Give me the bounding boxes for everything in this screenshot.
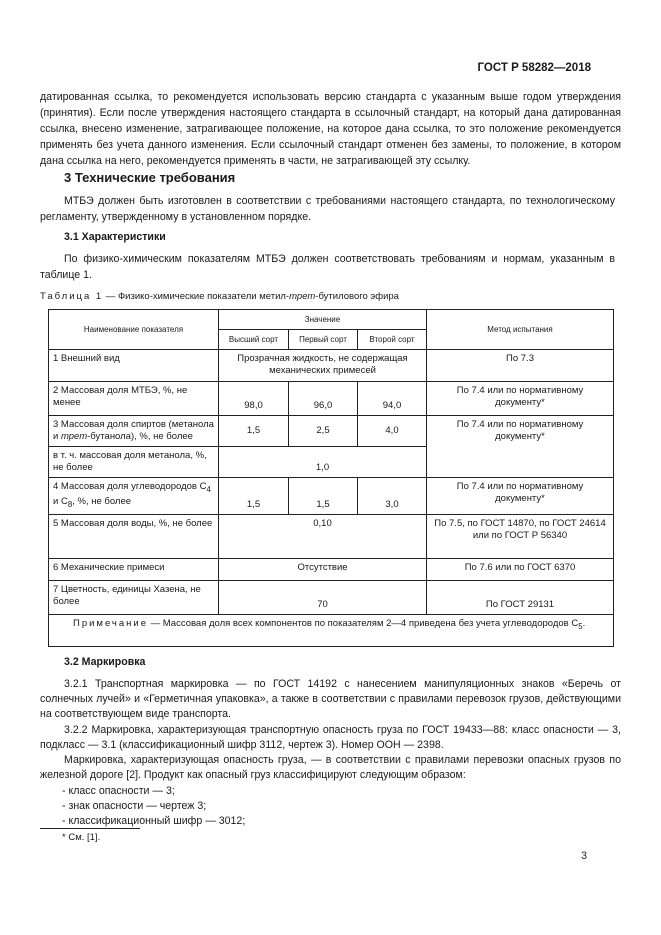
row-4-value-3: 3,0 — [358, 478, 427, 515]
row-7-value: 70 — [219, 580, 427, 614]
row-4-sub-2: 8 — [67, 499, 73, 509]
table-caption-italic: трет — [289, 291, 316, 302]
table-note-end: . — [582, 617, 586, 629]
table-caption-post: -бутилового эфира — [315, 291, 399, 302]
section-3-1-text: По физико-химическим показателям МТБЭ должен соответствовать требованиям и нормам, указанным в таблице 1. — [40, 253, 615, 281]
row-2-value-1: 98,0 — [219, 382, 289, 416]
row-4-name — [49, 478, 219, 515]
row-5-name: 5 Массовая доля воды, %, не более — [49, 514, 219, 558]
row-3-method: По 7.4 или по нормативному документу* — [427, 416, 614, 478]
table-note — [49, 614, 614, 646]
header-grade-2: Первый сорт — [289, 330, 358, 350]
row-2-value-3: 94,0 — [358, 382, 427, 416]
row-2-method: По 7.4 или по нормативному документу* — [427, 382, 614, 416]
header-grade-3: Второй сорт — [358, 330, 427, 350]
marking-hazard-text: Маркировка, характеризующая опасность груза, — в соответствии с правилами перевозки опасных грузов по железной дороге [2]. Продукт как опасный груз классифицируют следующим образом: — [40, 754, 621, 781]
row-2-name: 2 Массовая доля МТБЭ, %, не менее — [49, 382, 219, 416]
table-caption-pre: — Физико-химические показатели метил- — [103, 291, 290, 302]
footnote: * См. [1]. — [62, 832, 101, 843]
row-3-name-post: -бутанола), %, не более — [87, 431, 193, 442]
document-code: ГОСТ Р 58282—2018 — [477, 62, 591, 74]
header-method: Метод испытания — [427, 310, 614, 350]
row-3-value-3: 4,0 — [358, 416, 427, 447]
intro-paragraph: датированная ссылка, то рекомендуется использовать версию стандарта с указанным выше годом утверждения (принятия). Если после утверждения настоящего стандарта в ссылочный стандарт, на который дана датированная ссылка, внесено изменение, затрагивающее положение, на которое дана ссылка, то это положение рекомендуется применять без учета данного изменения. Если ссылочный стандарт отменен без замены, то положение, в котором дана ссылка на него, рекомендуется применять в части, не затрагивающей эту ссылку. — [40, 91, 621, 167]
row-3-name-pre: 3 Массовая доля спиртов (метанола и — [53, 419, 214, 442]
table-row — [49, 478, 614, 515]
table-row — [49, 514, 614, 558]
table-note-row — [49, 614, 614, 646]
header-value: Значение — [219, 310, 427, 330]
row-5-value: 0,10 — [219, 514, 427, 558]
section-3-2-2-text: 3.2.2 Маркировка, характеризующая транспортную опасность груза по ГОСТ 19433—88: класс опасности — 3, подкласс — 3.1 (классификационный шифр 3112, чертеж 3). Номер ООН — 2398. — [40, 724, 621, 751]
row-1-value: Прозрачная жидкость, не содержащая механических примесей — [219, 350, 427, 382]
table-note-text: — Массовая доля всех компонентов по показателям 2—4 приведена без учета углеводородов C — [148, 617, 579, 629]
table-row — [49, 416, 614, 447]
row-4-sub-1: 4 — [206, 484, 211, 494]
list-item: - класс опасности — 3; — [62, 785, 175, 797]
page-number: 3 — [581, 850, 587, 862]
header-name: Наименование показателя — [49, 310, 219, 350]
section-3-1-title: 3.1 Характеристики — [64, 231, 166, 243]
row-7-name: 7 Цветность, единицы Хазена, не более — [49, 580, 219, 614]
table-note-sub: 5 — [578, 621, 583, 631]
row-1-name: 1 Внешний вид — [49, 350, 219, 382]
row-7-method: По ГОСТ 29131 — [427, 580, 614, 614]
properties-table — [48, 309, 614, 647]
row-6-value: Отсутствие — [219, 558, 427, 580]
row-3-name-italic: трет — [60, 431, 88, 442]
table-row — [49, 350, 614, 382]
table-caption — [40, 291, 399, 302]
list-item: - знак опасности — чертеж 3; — [62, 800, 207, 812]
row-4-method: По 7.4 или по нормативному документу* — [427, 478, 614, 515]
section-3-title: 3 Технические требования — [64, 170, 236, 185]
section-3-2-title: 3.2 Маркировка — [64, 656, 146, 668]
header-grade-1: Высший сорт — [219, 330, 289, 350]
row-3b-name: в т. ч. массовая доля метанола, %, не более — [49, 447, 219, 478]
row-4-name-pre: 4 Массовая доля углеводородов C — [53, 481, 207, 492]
row-3b-value: 1,0 — [219, 447, 427, 478]
row-6-method: По 7.6 или по ГОСТ 6370 — [427, 558, 614, 580]
row-4-name-mid: и C — [53, 495, 68, 507]
table-note-label: Примечание — [73, 617, 148, 629]
row-5-method: По 7.5, по ГОСТ 14870, по ГОСТ 24614 или по ГОСТ Р 56340 — [427, 514, 614, 558]
row-3-value-2: 2,5 — [289, 416, 358, 447]
table-row — [49, 382, 614, 416]
table-row — [49, 580, 614, 614]
row-4-value-2: 1,5 — [289, 478, 358, 515]
table-caption-label: Таблица 1 — [40, 291, 104, 302]
row-3-name — [49, 416, 219, 447]
row-3-value-1: 1,5 — [219, 416, 289, 447]
row-6-name: 6 Механические примеси — [49, 558, 219, 580]
row-1-method: По 7.3 — [427, 350, 614, 382]
row-4-name-post: , %, не более — [72, 495, 132, 507]
row-2-value-2: 96,0 — [289, 382, 358, 416]
section-3-2-1-text: 3.2.1 Транспортная маркировка — по ГОСТ 14192 с нанесением манипуляционных знаков «Беречь от солнечных лучей» и «Герметичная упаковка», а также в соответствии с правилами перевозок грузов, действующими на соответствующем виде транспорта. — [40, 678, 621, 720]
row-4-value-1: 1,5 — [219, 478, 289, 515]
footnote-separator — [40, 828, 140, 829]
table-row — [49, 558, 614, 580]
list-item: - классификационный шифр — 3012; — [62, 815, 246, 827]
section-3-text: МТБЭ должен быть изготовлен в соответствии с требованиями настоящего стандарта, по технологическому регламенту, утвержденному в установленном порядке. — [40, 195, 615, 223]
